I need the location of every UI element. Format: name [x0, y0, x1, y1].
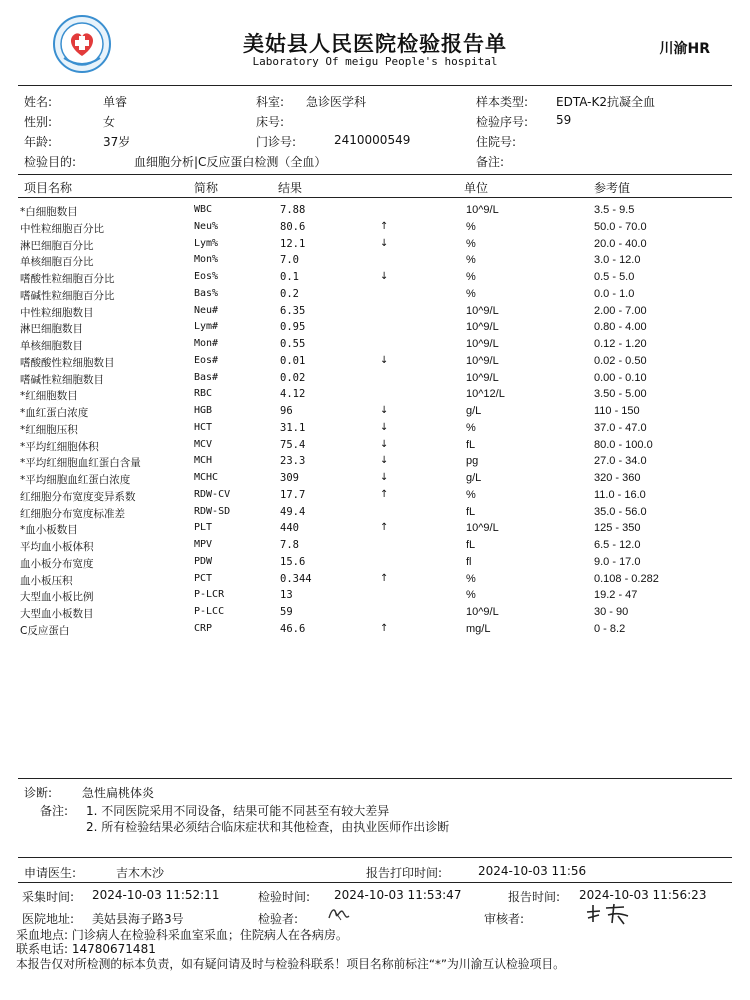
- row-item-ref: 6.5 - 12.0: [594, 539, 641, 551]
- row-item-unit: g/L: [466, 405, 482, 417]
- row-item-result: 0.95: [280, 321, 306, 334]
- row-item-ref: 11.0 - 16.0: [594, 488, 646, 501]
- row-item-unit: fL: [466, 505, 476, 518]
- seq-label: 检验序号:: [476, 115, 529, 129]
- row-item-abbr: WBC: [194, 204, 213, 215]
- inpatient-label: 住院号:: [476, 135, 517, 149]
- row-item-result: 49.4: [280, 505, 306, 518]
- row-item-name: *平均红细胞体积: [20, 440, 99, 453]
- row-item-unit: %: [466, 237, 476, 250]
- row-item-abbr: CRP: [194, 622, 213, 634]
- report-subtitle: Laboratory Of meigu People's hospital: [252, 55, 498, 68]
- row-item-result: 6.35: [280, 304, 306, 317]
- col-header-name: 项目名称: [24, 181, 73, 195]
- row-item-ref: 3.50 - 5.00: [594, 388, 647, 401]
- row-item-abbr: P-LCR: [194, 589, 225, 601]
- collect-time-label: 采集时间:: [22, 890, 75, 904]
- tester-label: 检验者:: [258, 912, 299, 926]
- row-item-result: 31.1: [280, 421, 306, 434]
- notes-label: 备注:: [40, 804, 69, 818]
- test-time-label: 检验时间:: [258, 890, 311, 904]
- outpatient-value: 2410000549: [334, 133, 411, 147]
- brand-mark: 川渝HR: [659, 41, 710, 57]
- row-item-unit: 10^9/L: [466, 354, 499, 367]
- row-item-name: 中性粒细胞数目: [20, 306, 94, 319]
- row-item-abbr: RDW-SD: [194, 505, 231, 517]
- row-item-result: 12.1: [280, 237, 306, 250]
- dept-value: 急诊医学科: [306, 95, 367, 109]
- doctor-label: 申请医生:: [24, 866, 77, 880]
- row-item-name: 大型血小板比例: [20, 591, 94, 604]
- row-item-ref: 20.0 - 40.0: [594, 237, 647, 250]
- row-item-ref: 0.108 - 0.282: [594, 572, 659, 585]
- row-item-name: C反应蛋白: [20, 624, 70, 637]
- row-item-result: 0.344: [280, 572, 312, 585]
- row-item-ref: 0.80 - 4.00: [594, 321, 647, 334]
- doctor-value: 吉木木沙: [116, 866, 165, 880]
- row-item-ref: 37.0 - 47.0: [594, 421, 647, 434]
- row-item-abbr: Bas%: [194, 287, 219, 299]
- row-item-name: 淋巴细胞数目: [20, 323, 83, 336]
- row-item-name: 嗜酸性粒细胞百分比: [20, 273, 115, 285]
- row-item-abbr: MCH: [194, 455, 213, 467]
- row-item-ref: 9.0 - 17.0: [594, 555, 641, 568]
- row-item-result: 0.55: [280, 338, 306, 350]
- row-item-flag: ↑: [380, 572, 389, 584]
- row-item-name: 平均血小板体积: [20, 541, 94, 553]
- note-1: 1. 不同医院采用不同设备，结果可能不同甚至有较大差异: [86, 804, 390, 818]
- divider: [18, 882, 732, 883]
- row-item-flag: ↑: [380, 522, 389, 534]
- address-label: 医院地址:: [22, 912, 75, 926]
- sex-label: 性别:: [24, 115, 53, 129]
- bed-label: 床号:: [256, 115, 285, 129]
- row-item-ref: 110 - 150: [594, 405, 640, 417]
- row-item-result: 96: [280, 405, 293, 417]
- row-item-ref: 320 - 360: [594, 472, 641, 484]
- row-item-result: 7.0: [280, 254, 299, 267]
- sample-value: EDTA-K2抗凝全血: [556, 95, 656, 109]
- row-item-name: *白细胞数目: [20, 206, 78, 218]
- patient-name-label: 姓名:: [24, 95, 53, 109]
- row-item-abbr: Eos%: [194, 271, 219, 282]
- row-item-result: 13: [280, 589, 293, 602]
- row-item-result: 4.12: [280, 388, 306, 401]
- age-value: 37岁: [103, 135, 131, 149]
- row-item-name: 嗜酸酸性粒细胞数目: [20, 356, 115, 369]
- col-header-ref: 参考值: [594, 181, 631, 195]
- row-item-flag: ↓: [380, 438, 389, 450]
- row-item-unit: %: [466, 572, 476, 585]
- row-item-name: 大型血小板数目: [20, 608, 94, 620]
- row-item-abbr: PDW: [194, 555, 213, 567]
- row-item-ref: 0.12 - 1.20: [594, 338, 647, 350]
- row-item-unit: %: [466, 488, 476, 501]
- row-item-result: 309: [280, 472, 299, 484]
- row-item-result: 7.88: [280, 204, 306, 216]
- row-item-unit: fL: [466, 438, 476, 451]
- divider: [18, 778, 732, 779]
- row-item-flag: ↓: [380, 421, 389, 433]
- row-item-name: *红细胞压积: [20, 423, 78, 436]
- row-item-ref: 0.0 - 1.0: [594, 287, 635, 300]
- row-item-name: 血小板压积: [20, 574, 73, 587]
- row-item-abbr: Bas#: [194, 371, 219, 383]
- report-title: 美姑县人民医院检验报告单: [243, 32, 507, 56]
- row-item-ref: 3.0 - 12.0: [594, 254, 641, 267]
- row-item-ref: 0 - 8.2: [594, 622, 626, 635]
- patient-name: 单睿: [103, 95, 128, 109]
- row-item-unit: g/L: [466, 472, 482, 484]
- row-item-result: 46.6: [280, 622, 306, 635]
- row-item-result: 17.7: [280, 488, 306, 501]
- row-item-abbr: Mon%: [194, 254, 219, 266]
- row-item-name: 红细胞分布宽度变异系数: [20, 490, 136, 503]
- report-time-label: 报告时间:: [508, 890, 561, 904]
- row-item-unit: pg: [466, 455, 479, 468]
- row-item-ref: 0.00 - 0.10: [594, 371, 647, 384]
- row-item-name: 血小板分布宽度: [20, 557, 94, 570]
- row-item-unit: 10^9/L: [466, 304, 499, 317]
- divider: [18, 85, 732, 86]
- row-item-flag: ↓: [380, 354, 389, 366]
- row-item-ref: 2.00 - 7.00: [594, 304, 647, 317]
- tester-signature-icon: [326, 904, 352, 928]
- row-item-result: 59: [280, 606, 293, 618]
- row-item-unit: %: [466, 271, 476, 283]
- row-item-flag: ↓: [380, 472, 389, 483]
- reviewer-label: 审核者:: [484, 912, 525, 926]
- divider: [18, 197, 732, 198]
- row-item-abbr: Eos#: [194, 354, 219, 366]
- row-item-result: 23.3: [280, 455, 306, 468]
- address-value: 美姑县海子路3号: [92, 912, 184, 926]
- row-item-abbr: Neu%: [194, 220, 219, 232]
- row-item-result: 440: [280, 522, 299, 535]
- row-item-ref: 50.0 - 70.0: [594, 220, 647, 233]
- collection-place: 采血地点: 门诊病人在检验科采血室采血；住院病人在各病房。: [16, 928, 348, 942]
- row-item-name: 中性粒细胞百分比: [20, 222, 104, 235]
- row-item-unit: 10^12/L: [466, 388, 505, 401]
- row-item-flag: ↓: [380, 455, 389, 467]
- row-item-abbr: MCV: [194, 438, 213, 450]
- age-label: 年龄:: [24, 135, 53, 149]
- row-item-result: 75.4: [280, 438, 306, 451]
- row-item-abbr: Lym#: [194, 321, 219, 333]
- reviewer-signature-icon: [584, 902, 632, 930]
- row-item-flag: ↑: [380, 220, 389, 232]
- row-item-abbr: PLT: [194, 522, 213, 534]
- row-item-abbr: RBC: [194, 388, 213, 400]
- row-item-abbr: HCT: [194, 421, 213, 433]
- print-time-value: 2024-10-03 11:56: [478, 864, 587, 878]
- row-item-name: *平均细胞血红蛋白浓度: [20, 474, 131, 486]
- row-item-name: 红细胞分布宽度标准差: [20, 507, 125, 520]
- row-item-unit: mg/L: [466, 622, 491, 635]
- sex-value: 女: [103, 115, 116, 129]
- outpatient-label: 门诊号:: [256, 135, 297, 149]
- row-item-unit: %: [466, 589, 476, 602]
- row-item-ref: 19.2 - 47: [594, 589, 638, 602]
- row-item-result: 80.6: [280, 220, 306, 233]
- row-item-name: 嗜碱性粒细胞百分比: [20, 289, 115, 302]
- row-item-unit: fL: [466, 539, 476, 551]
- row-item-ref: 0.02 - 0.50: [594, 354, 647, 367]
- row-item-result: 7.8: [280, 539, 299, 551]
- row-item-abbr: Mon#: [194, 338, 219, 349]
- contact-phone: 联系电话: 14780671481: [16, 942, 156, 956]
- row-item-name: *平均红细胞血红蛋白含量: [20, 457, 141, 470]
- row-item-flag: ↑: [380, 488, 389, 500]
- row-item-flag: ↑: [380, 622, 389, 634]
- purpose-label: 检验目的:: [24, 155, 77, 169]
- diagnosis-value: 急性扁桃体炎: [82, 786, 155, 800]
- row-item-unit: 10^9/L: [466, 371, 499, 384]
- row-item-ref: 0.5 - 5.0: [594, 271, 635, 283]
- row-item-result: 0.2: [280, 287, 299, 300]
- row-item-result: 0.1: [280, 271, 299, 283]
- row-item-ref: 27.0 - 34.0: [594, 455, 647, 468]
- row-item-result: 0.02: [280, 371, 306, 384]
- row-item-name: 单核细胞数目: [20, 340, 83, 352]
- purpose-value: 血细胞分析|C反应蛋白检测（全血）: [134, 155, 327, 169]
- print-time-label: 报告打印时间:: [366, 866, 443, 880]
- sample-label: 样本类型:: [476, 95, 529, 109]
- col-header-unit: 单位: [464, 181, 489, 195]
- row-item-unit: 10^9/L: [466, 522, 499, 535]
- row-item-abbr: HGB: [194, 405, 213, 416]
- row-item-unit: fl: [466, 555, 472, 568]
- test-time-value: 2024-10-03 11:53:47: [334, 888, 462, 902]
- row-item-flag: ↓: [380, 237, 389, 249]
- row-item-name: *红细胞数目: [20, 390, 78, 403]
- row-item-ref: 80.0 - 100.0: [594, 438, 653, 451]
- col-header-abbr: 简称: [194, 181, 219, 195]
- row-item-result: 15.6: [280, 555, 306, 568]
- row-item-abbr: Lym%: [194, 237, 219, 249]
- diagnosis-label: 诊断:: [24, 786, 53, 800]
- disclaimer: 本报告仅对所检测的标本负责，如有疑问请及时与检验科联系！项目名称前标注“*”为川渝互认检验项目。: [16, 957, 565, 971]
- row-item-flag: ↓: [380, 271, 389, 282]
- row-item-ref: 3.5 - 9.5: [594, 204, 635, 216]
- row-item-name: 淋巴细胞百分比: [20, 239, 94, 252]
- row-item-unit: %: [466, 254, 476, 267]
- remark-label: 备注:: [476, 155, 505, 169]
- row-item-abbr: RDW-CV: [194, 488, 231, 500]
- report-time-value: 2024-10-03 11:56:23: [579, 888, 707, 902]
- note-2: 2. 所有检验结果必须结合临床症状和其他检查，由执业医师作出诊断: [86, 820, 450, 834]
- divider: [18, 857, 732, 858]
- row-item-flag: ↓: [380, 405, 389, 416]
- row-item-abbr: Neu#: [194, 304, 219, 316]
- row-item-abbr: PCT: [194, 572, 213, 584]
- row-item-abbr: MCHC: [194, 472, 219, 483]
- row-item-name: *血小板数目: [20, 524, 78, 537]
- row-item-result: 0.01: [280, 354, 306, 367]
- seq-value: 59: [556, 113, 572, 127]
- row-item-abbr: P-LCC: [194, 606, 225, 617]
- row-item-ref: 30 - 90: [594, 606, 629, 618]
- row-item-unit: %: [466, 220, 476, 233]
- row-item-unit: 10^9/L: [466, 606, 499, 618]
- collect-time-value: 2024-10-03 11:52:11: [92, 888, 220, 902]
- row-item-ref: 35.0 - 56.0: [594, 505, 647, 518]
- row-item-unit: 10^9/L: [466, 321, 499, 334]
- row-item-name: 嗜碱性粒细胞数目: [20, 373, 104, 386]
- row-item-name: *血红蛋白浓度: [20, 407, 89, 419]
- col-header-result: 结果: [278, 181, 303, 195]
- row-item-unit: 10^9/L: [466, 338, 499, 350]
- dept-label: 科室:: [256, 95, 285, 109]
- row-item-ref: 125 - 350: [594, 522, 641, 535]
- divider: [18, 174, 732, 175]
- row-item-name: 单核细胞百分比: [20, 256, 94, 269]
- row-item-unit: %: [466, 287, 476, 300]
- row-item-unit: %: [466, 421, 476, 434]
- row-item-abbr: MPV: [194, 539, 213, 550]
- row-item-unit: 10^9/L: [466, 204, 499, 216]
